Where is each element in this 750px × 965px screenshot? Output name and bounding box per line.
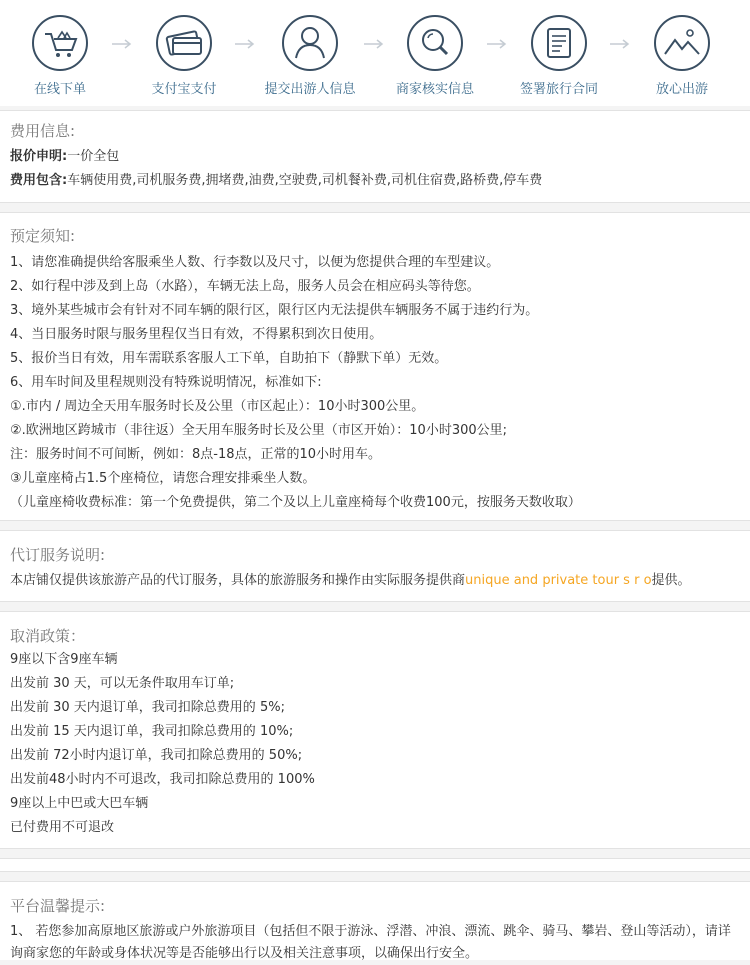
mountain-icon: [653, 14, 711, 72]
notice-line: 5、报价当日有效，用车需联系客服人工下单，自助拍下（静默下单）无效。: [10, 351, 448, 366]
provider-name: unique and private tour s r o: [465, 573, 652, 588]
step-label: 签署旅行合同: [519, 82, 598, 97]
empty-divider-section: [0, 858, 750, 872]
tips-section: [0, 881, 750, 960]
cancel-line: 9座以上中巴或大巴车辆: [10, 796, 149, 811]
agency-text-before: 本店铺仅提供该旅游产品的代订服务，具体的旅游服务和操作由实际服务提供商: [10, 573, 466, 588]
cancel-line: 9座以下含9座车辆: [10, 652, 118, 667]
notice-line: 3、境外某些城市会有针对不同车辆的限行区，限行区内无法提供车辆服务不属于违约行为。: [10, 303, 539, 318]
tips-text: 1、 若您参加高原地区旅游或户外旅游项目（包括但不限于游泳、浮潜、冲浪、漂流、跳伞、骑马、攀岩、登山等活动），请详询商家您的年龄或身体状况等是否能够出行以及相关注意事项，以确保出行安全。: [10, 924, 731, 961]
step-label: 在线下单: [33, 82, 86, 97]
cancel-line: 出发前 30 天，可以无条件取用车订单;: [10, 676, 235, 691]
agency-text: [10, 569, 740, 593]
cancel-line: 已付费用不可退改: [10, 820, 115, 835]
cancel-title: 取消政策：: [10, 627, 86, 645]
step-order: [5, 14, 115, 97]
step-label: 支付宝支付: [151, 82, 217, 97]
step-travel: [627, 14, 737, 97]
notice-title: 预定须知:: [10, 227, 76, 245]
notice-line: ②.欧洲地区跨城市（非往返）全天用车服务时长及公里（市区开始）：10小时300公里;: [10, 423, 508, 438]
arrow-right-icon: [233, 38, 257, 50]
notice-line: （儿童座椅收费标准：第一个免费提供，第二个及以上儿童座椅每个收费100元，按服务天数收取）: [10, 495, 581, 510]
user-icon: [281, 14, 339, 72]
quote-label: 报价申明:: [10, 149, 68, 164]
cancel-line: 出发前48小时内不可退改，我司扣除总费用的 100%: [10, 772, 315, 787]
step-verify: [380, 14, 490, 97]
agency-title: 代订服务说明:: [10, 546, 106, 564]
cancel-line: 出发前 30 天内退订单，我司扣除总费用的 5%;: [10, 700, 285, 715]
notice-line: ①.市内 / 周边全天用车服务时长及公里（市区起止）：10小时300公里。: [10, 399, 425, 414]
step-label: 放心出游: [655, 82, 708, 97]
cancel-line: 出发前 15 天内退订单，我司扣除总费用的 10%;: [10, 724, 294, 739]
card-icon: [155, 14, 213, 72]
include-label: 费用包含:: [10, 173, 68, 188]
magnifier-icon: [406, 14, 464, 72]
agency-section: [0, 530, 750, 602]
step-pay: [129, 14, 239, 97]
step-traveler-info: [255, 14, 365, 97]
booking-steps: [0, 0, 750, 106]
notice-line: 1、请您准确提供给客服乘坐人数、行李数以及尺寸，以便为您提供合理的车型建议。: [10, 255, 500, 270]
contract-icon: [530, 14, 588, 72]
quote-value: 一价全包: [67, 149, 120, 164]
cancel-section: [0, 611, 750, 849]
notice-line: 2、如行程中涉及到上岛（水路），车辆无法上岛，服务人员会在相应码头等待您。: [10, 279, 480, 294]
cart-icon: [31, 14, 89, 72]
notice-line: ③儿童座椅占1.5个座椅位，请您合理安排乘坐人数。: [10, 471, 316, 486]
notice-line: 6、用车时间及里程规则没有特殊说明情况，标准如下:: [10, 375, 322, 390]
notice-section: [0, 212, 750, 521]
step-label: 提交出游人信息: [264, 82, 356, 97]
cancel-line: 出发前 72小时内退订单，我司扣除总费用的 50%;: [10, 748, 303, 763]
fee-section: [0, 110, 750, 203]
tips-title: 平台温馨提示:: [10, 897, 106, 915]
notice-line: 注：服务时间不可间断，例如：8点-18点，正常的10小时用车。: [10, 447, 382, 462]
quote-row: [10, 145, 740, 169]
include-row: [10, 169, 740, 193]
include-value: 车辆使用费,司机服务费,拥堵费,油费,空驶费,司机餐补费,司机住宿费,路桥费,停车费: [67, 173, 543, 188]
agency-text-after: 提供。: [651, 573, 691, 588]
step-contract: [504, 14, 614, 97]
notice-line: 4、当日服务时限与服务里程仅当日有效，不得累积到次日使用。: [10, 327, 383, 342]
step-label: 商家核实信息: [395, 82, 474, 97]
fee-title: 费用信息:: [10, 122, 76, 140]
